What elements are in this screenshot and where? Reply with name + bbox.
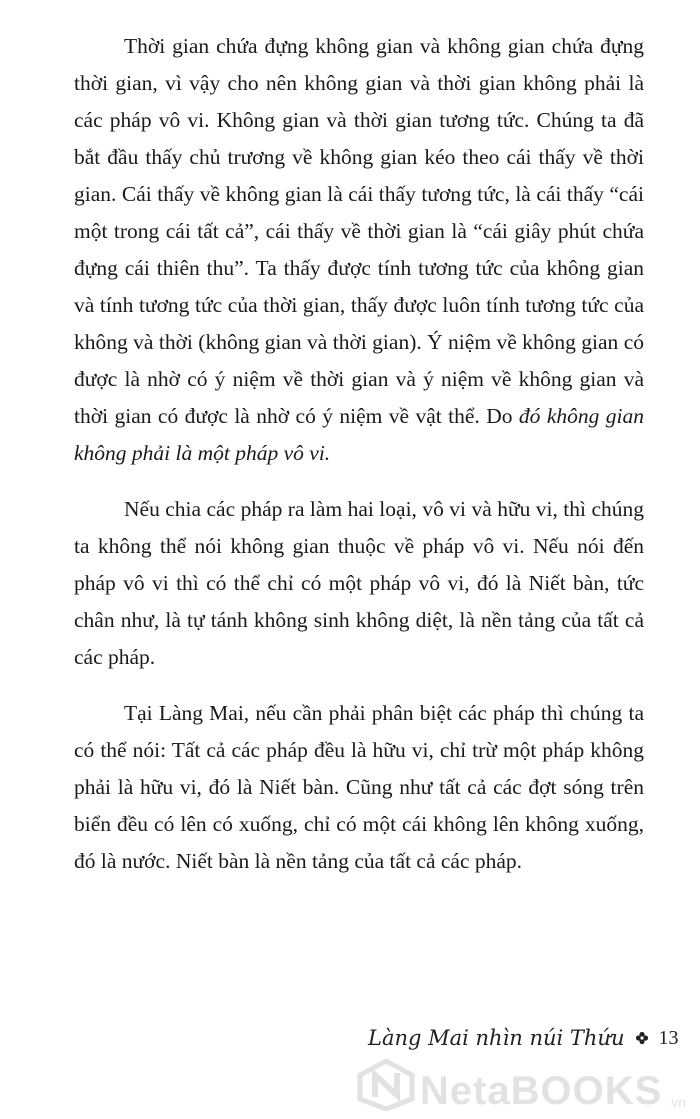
body-text — [74, 28, 644, 899]
running-book-title: Làng Mai nhìn núi Thứu — [368, 1026, 625, 1050]
paragraph-3-text: Tại Làng Mai, nếu cần phải phân biệt các pháp thì chúng ta có thể nói: Tất cả các pháp đều là hữu vi, chỉ trừ một pháp không phải là hữu vi, đó là Niết bàn. Cũng như tất cả các đợt sóng trên biển đều có lên có xuống, chỉ có một cái không lên không xuống, đó là nước. Niết bàn là nền tảng của tất cả các pháp. — [74, 701, 644, 873]
watermark-text: NetaBOOKS — [419, 1069, 663, 1113]
paragraph-1-text: Thời gian chứa đựng không gian và không gian chứa đựng thời gian, vì vậy cho nên không gian và thời gian không phải là các pháp vô vi. Không gian và thời gian tương tức. Chúng ta đã bắt đầu thấy chủ trương về không gian kéo theo cái thấy về thời gian. Cái thấy về không gian là cái thấy tương tức, là cái thấy “cái một trong cái tất cả”, cái thấy về thời gian là “cái giây phút chứa đựng cái thiên thu”. Ta thấy được tính tương tức của không gian và tính tương tức của thời gian, thấy được luôn tính tương tức của không và thời (không gian và thời gian). Ý niệm về không gian có được là nhờ có ý niệm về thời gian và ý niệm về không gian và thời gian có được là nhờ có ý niệm về vật thể. Do — [74, 34, 644, 428]
paragraph-2 — [74, 491, 644, 676]
netabooks-logo-icon — [356, 1059, 416, 1111]
page-footer — [368, 1026, 679, 1050]
watermark-domain: .vn — [667, 1094, 686, 1110]
paragraph-3 — [74, 695, 644, 880]
page-number: 13 — [658, 1026, 679, 1049]
flower-icon — [635, 1031, 649, 1045]
paragraph-1-italic: đó không gian không phải là một pháp vô vi. — [74, 404, 644, 465]
paragraph-2-text: Nếu chia các pháp ra làm hai loại, vô vi và hữu vi, thì chúng ta không thể nói không gian thuộc về pháp vô vi. Nếu nói đến pháp vô vi thì có thể chỉ có một pháp vô vi, đó là Niết bàn, tức chân như, là tự tánh không sinh không diệt, là nền tảng của tất cả các pháp. — [74, 497, 644, 669]
watermark — [356, 1059, 686, 1111]
paragraph-1 — [74, 28, 644, 472]
